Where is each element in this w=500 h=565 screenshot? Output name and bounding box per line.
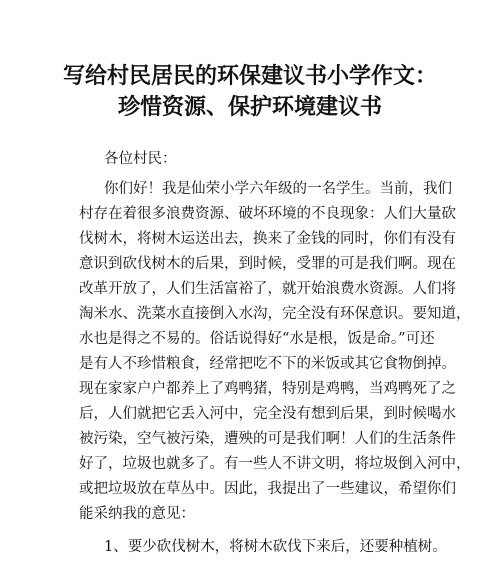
paragraph-line: 改革开放了，人们生活富裕了，就开始浪费水资源。人们将 (79, 281, 456, 297)
document-title-line-2: 珍惜资源、保护环境建议书 (117, 94, 382, 120)
paragraph-line: 后，人们就把它丢入河中，完全没有想到后果，到时候喝水 (79, 406, 456, 422)
paragraph-line: 伐树木，将树木运送出去，换来了金钱的同时，你们有没有 (79, 231, 456, 247)
paragraph-line: 意识到砍伐树木的后果，到时候，受罪的可是我们啊。现在 (79, 256, 456, 272)
paragraph-line: 水也是得之不易的。俗话说得好“水是根，饭是命。”可还 (79, 331, 435, 347)
paragraph-line: 被污染，空气被污染，遭殃的可是我们啊！人们的生活条件 (79, 431, 456, 447)
paragraph-line: 村存在着很多浪费资源、破坏环境的不良现象：人们大量砍 (79, 206, 456, 222)
paragraph-line: 能采纳我的意见： (79, 506, 195, 522)
paragraph-line: 好了，垃圾也就多了。有一些人不讲文明，将垃圾倒入河中， (79, 456, 471, 472)
paragraph-line: 你们好！我是仙荣小学六年级的一名学生。当前，我们 (104, 181, 452, 197)
paragraph-line: 现在家家户户都养上了鸡鸭猪，特别是鸡鸭，当鸡鸭死了之 (79, 381, 456, 397)
paragraph-line: 淘米水、洗菜水直接倒入水沟，完全没有环保意识。要知道， (79, 306, 471, 322)
document-title-line-1: 写给村民居民的环保建议书小学作文： (62, 63, 437, 89)
paragraph-line: 是有人不珍惜粮食，经常把吃不下的米饭或其它食物倒掉。 (79, 356, 456, 372)
salutation: 各位村民： (104, 151, 177, 167)
list-item: 1、要少砍伐树木，将树木砍伐下来后，还要种植树。 (104, 539, 447, 555)
paragraph-line: 或把垃圾放在草丛中。因此，我提出了一些建议，希望你们 (79, 481, 456, 497)
